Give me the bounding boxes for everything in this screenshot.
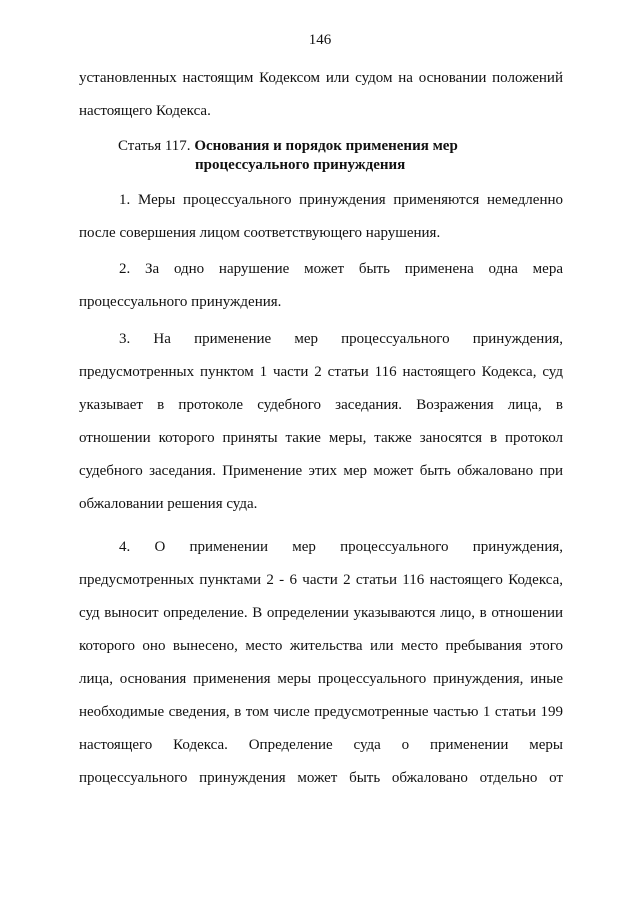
text-line: настоящего Кодекса. Определение суда о применении меры	[79, 737, 563, 753]
article-title-line1: Основания и порядок применения мер	[194, 138, 458, 154]
paragraph-2	[79, 253, 563, 319]
text-line: отношении которого приняты такие меры, также заносятся в протокол	[79, 430, 563, 446]
text-line: установленных настоящим Кодексом или судом на основании положений	[79, 70, 563, 86]
text-line: процессуального принуждения.	[79, 294, 282, 310]
text-line: указывает в протоколе судебного заседания. Возражения лица, в	[79, 397, 563, 413]
text-line: суд выносит определение. В определении указываются лицо, в отношении	[79, 605, 563, 621]
text-line: лица, основания применения меры процессуального принуждения, иные	[79, 671, 563, 687]
intro-paragraph	[79, 62, 563, 128]
article-title-line2: процессуального принуждения	[195, 157, 406, 173]
article-label: Статья 117.	[118, 138, 191, 154]
text-line: необходимые сведения, в том числе предусмотренные частью 1 статьи 199	[79, 704, 563, 720]
text-line: судебного заседания. Применение этих мер может быть обжаловано при	[79, 463, 563, 479]
page-number: 146	[308, 32, 332, 48]
text-line: обжаловании решения суда.	[79, 496, 258, 512]
text-line: 3. На применение мер процессуального принуждения,	[119, 331, 563, 347]
text-line: 4. О применении мер процессуального принуждения,	[119, 539, 563, 555]
article-heading	[118, 137, 538, 175]
paragraph-4	[79, 531, 563, 795]
text-line: после совершения лицом соответствующего нарушения.	[79, 225, 441, 241]
text-line: настоящего Кодекса.	[79, 103, 211, 119]
text-line: 1. Меры процессуального принуждения применяются немедленно	[119, 192, 563, 208]
text-line: которого оно вынесено, место жительства или место пребывания этого	[79, 638, 563, 654]
text-line: предусмотренных пунктами 2 - 6 части 2 статьи 116 настоящего Кодекса,	[79, 572, 563, 588]
text-line: процессуального принуждения может быть обжаловано отдельно от	[79, 770, 563, 786]
text-line: 2. За одно нарушение может быть применена одна мера	[119, 261, 563, 277]
text-line: предусмотренных пунктом 1 части 2 статьи 116 настоящего Кодекса, суд	[79, 364, 563, 380]
paragraph-3	[79, 323, 563, 521]
paragraph-1	[79, 184, 563, 250]
